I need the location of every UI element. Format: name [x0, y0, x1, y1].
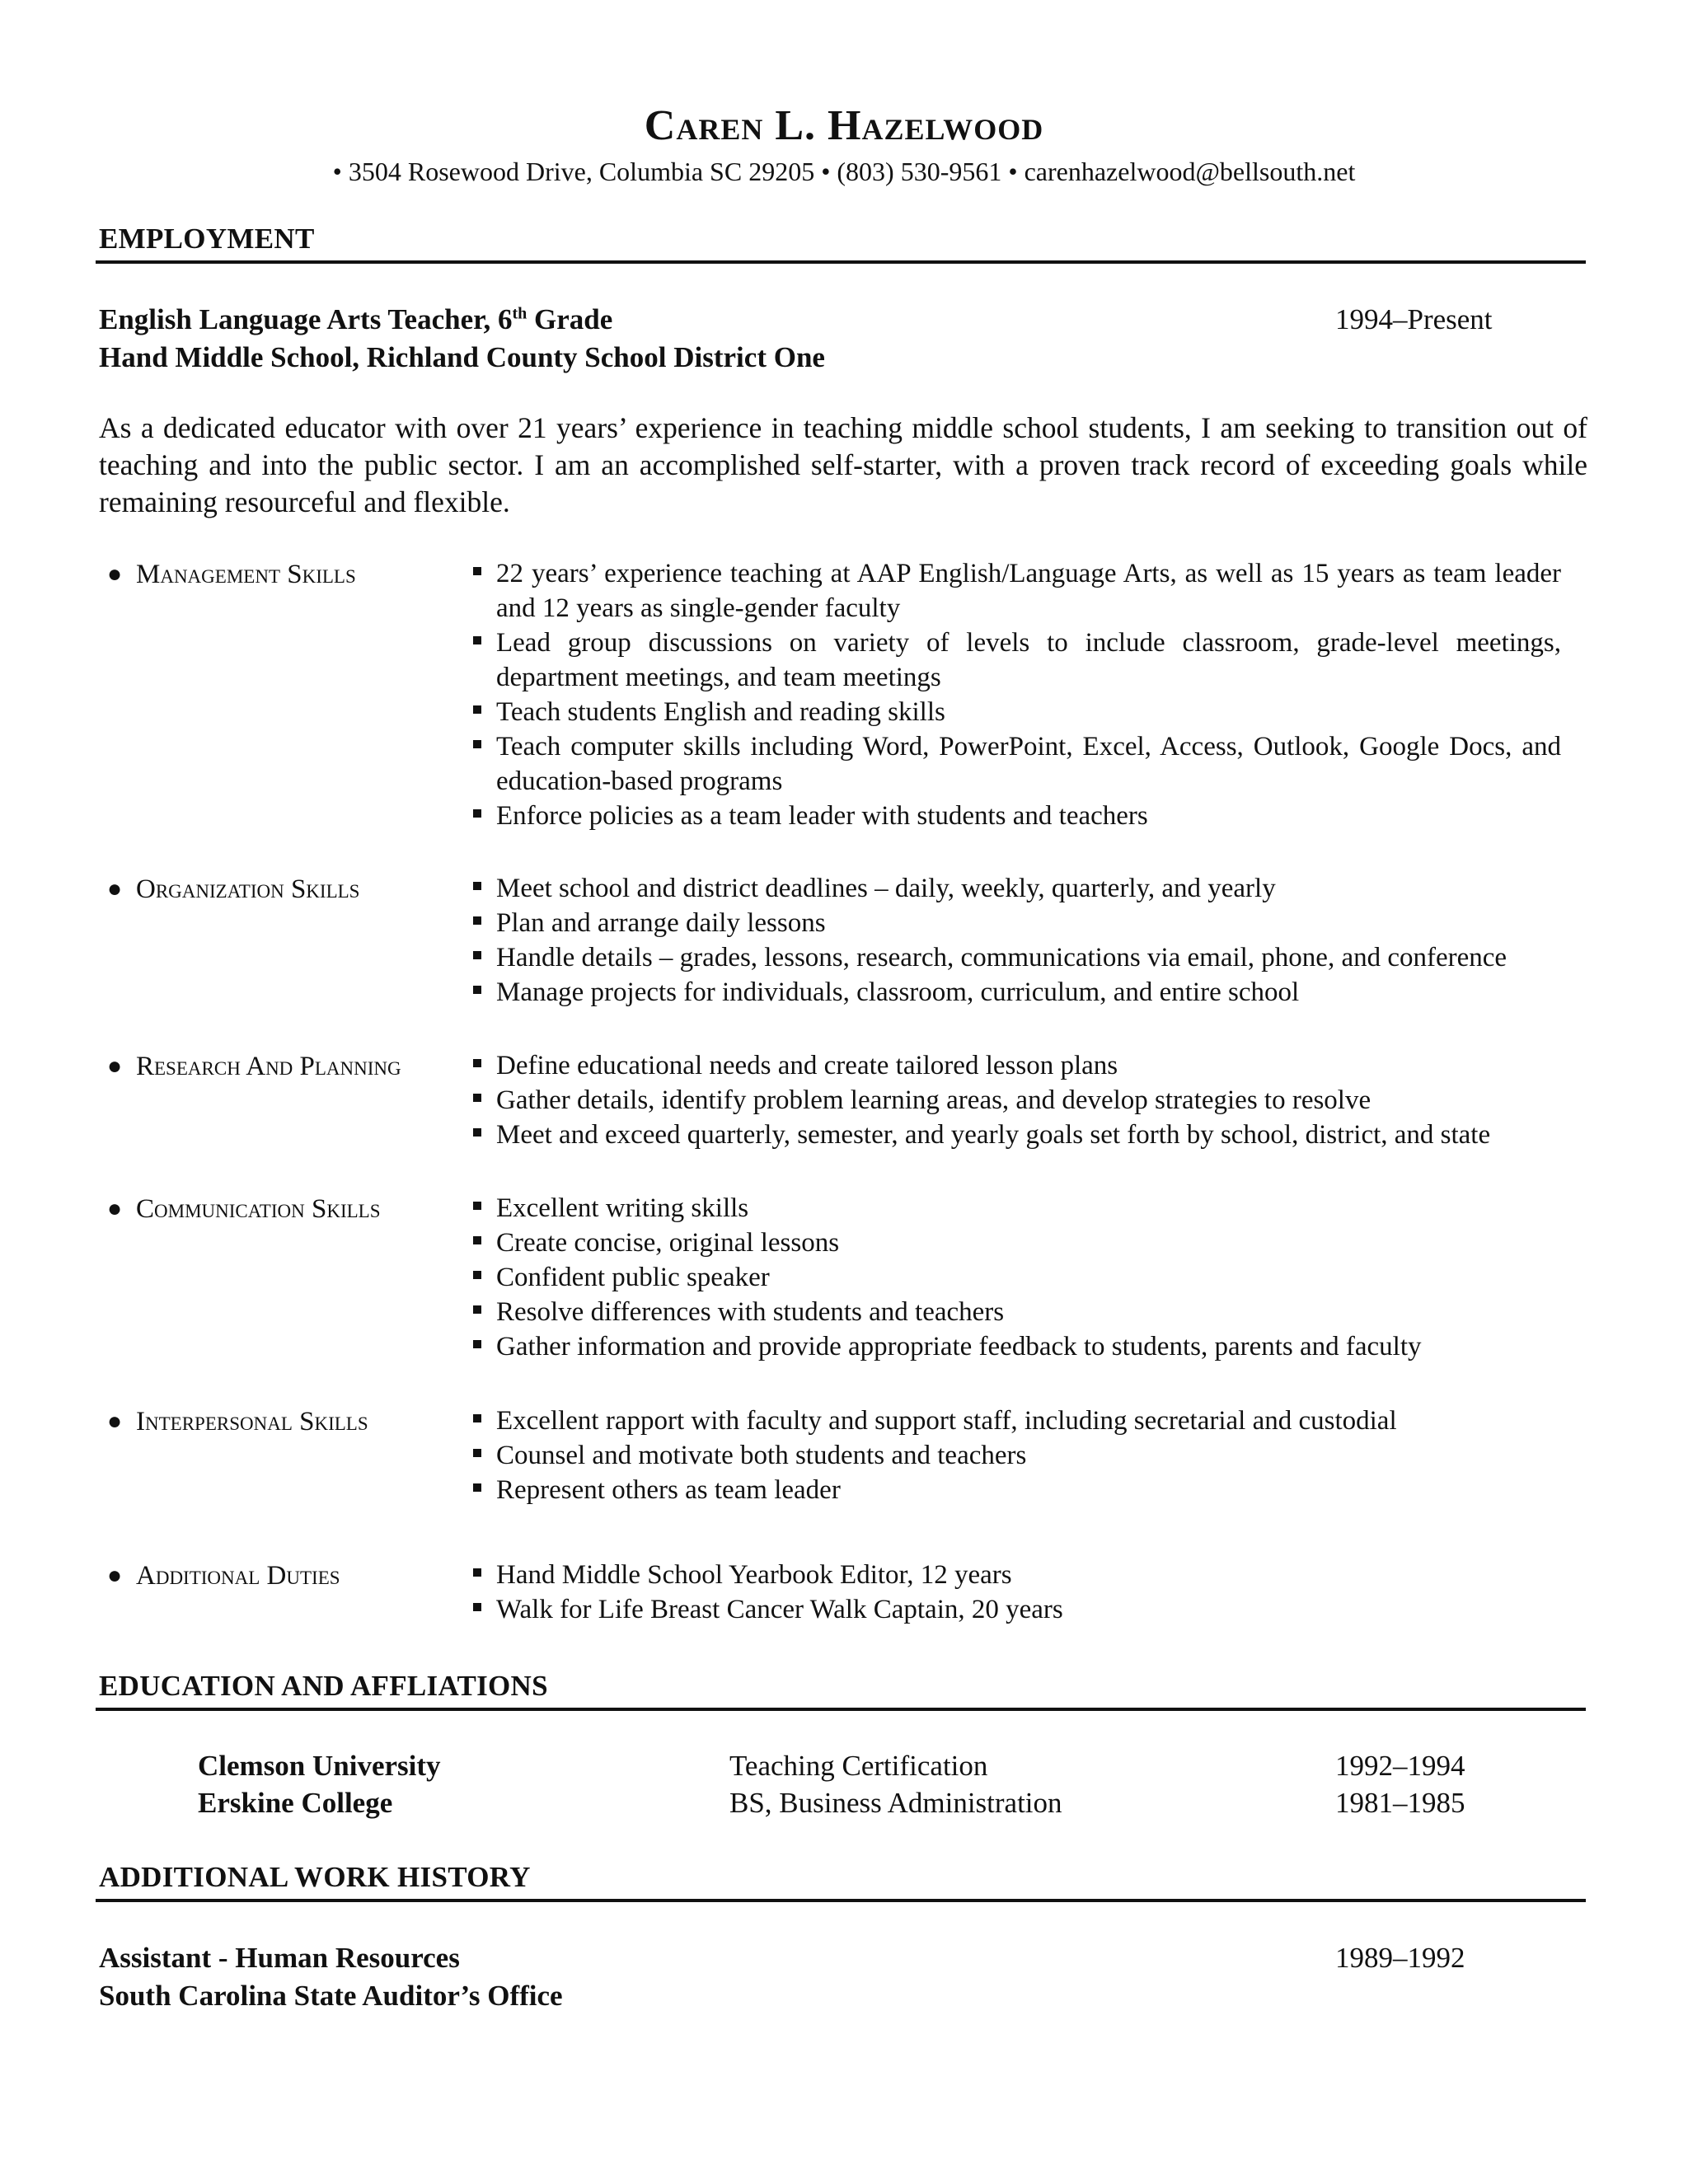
skill-label: ● Communication Skills: [107, 1191, 462, 1227]
resume-name: Caren L. Hazelwood: [644, 102, 1044, 149]
square-bullet-icon: [473, 986, 481, 994]
additional-work-rule: [96, 1899, 1586, 1902]
skill-label: ● Research And Planning: [107, 1048, 462, 1085]
square-bullet-icon: [473, 1236, 481, 1244]
contact-line: • 3504 Rosewood Drive, Columbia SC 29205 • (803) 530-9561 • carenhazelwood@bellsouth.net: [332, 157, 1356, 186]
square-bullet-icon: [473, 1568, 481, 1577]
job-employer: Hand Middle School, Richland County School District One: [99, 341, 825, 373]
additional-job-title: Assistant - Human Resources: [99, 1942, 460, 1974]
square-bullet-icon: [473, 705, 481, 714]
bullet-dot-icon: ●: [107, 1408, 123, 1435]
square-bullet-icon: [473, 1094, 481, 1102]
square-bullet-icon: [473, 1340, 481, 1348]
list-item: Confident public speaker: [471, 1260, 1561, 1295]
list-item: Enforce policies as a team leader with students and teachers: [471, 799, 1561, 833]
list-item: Lead group discussions on variety of levels to include classroom, grade-level meetings, department meetings, and team meetings: [471, 626, 1561, 695]
list-item: Gather information and provide appropriate feedback to students, parents and faculty: [471, 1329, 1561, 1364]
job-title: English Language Arts Teacher, 6th Grade: [99, 303, 613, 335]
square-bullet-icon: [473, 740, 481, 748]
additional-work-heading: ADDITIONAL WORK HISTORY: [99, 1861, 531, 1893]
list-item: Manage projects for individuals, classroom, curriculum, and entire school: [471, 975, 1561, 1010]
education-heading: EDUCATION AND AFFLIATIONS: [99, 1670, 548, 1702]
list-item: 22 years’ experience teaching at AAP English/Language Arts, as well as 15 years as team leader and 12 years as single-gender faculty: [471, 556, 1561, 626]
job-title-superscript: th: [512, 304, 528, 323]
skill-bullet-list: [471, 1558, 1561, 1627]
skill-bullet-list: [471, 1048, 1561, 1152]
list-item: Meet and exceed quarterly, semester, and yearly goals set forth by school, district, and state: [471, 1118, 1561, 1152]
list-item: Teach students English and reading skills: [471, 695, 1561, 729]
square-bullet-icon: [473, 1059, 481, 1067]
square-bullet-icon: [473, 1603, 481, 1611]
bullet-dot-icon: ●: [107, 1052, 123, 1080]
education-degree: Teaching Certification: [729, 1750, 988, 1782]
education-degree: BS, Business Administration: [729, 1787, 1062, 1819]
education-dates: 1981–1985: [1335, 1787, 1465, 1819]
square-bullet-icon: [473, 1128, 481, 1137]
skill-label: ● Organization Skills: [107, 871, 462, 907]
list-item: Plan and arrange daily lessons: [471, 906, 1561, 940]
square-bullet-icon: [473, 882, 481, 890]
list-item: Walk for Life Breast Cancer Walk Captain, 20 years: [471, 1592, 1561, 1627]
bullet-dot-icon: ●: [107, 1195, 123, 1222]
bullet-dot-icon: ●: [107, 560, 123, 588]
square-bullet-icon: [473, 1202, 481, 1210]
square-bullet-icon: [473, 1271, 481, 1279]
list-item: Teach computer skills including Word, PowerPoint, Excel, Access, Outlook, Google Docs, and education-based programs: [471, 729, 1561, 799]
skill-bullet-list: [471, 556, 1561, 833]
education-row: [0, 1784, 1688, 1822]
bullet-dot-icon: ●: [107, 1562, 123, 1589]
education-school: Erskine College: [198, 1787, 393, 1819]
list-item: Excellent writing skills: [471, 1191, 1561, 1226]
list-item: Counsel and motivate both students and teachers: [471, 1438, 1561, 1473]
square-bullet-icon: [473, 809, 481, 818]
skill-bullet-list: [471, 871, 1561, 1010]
skill-label: ● Management Skills: [107, 556, 462, 593]
square-bullet-icon: [473, 567, 481, 575]
summary-paragraph: As a dedicated educator with over 21 years’ experience in teaching middle school students, I am seeking to transition out of teaching and into the public sector. I am an accomplished self-starter, with a proven track record of exceeding goals while remaining resourceful and flexible.: [99, 411, 1587, 518]
skill-bullet-list: [471, 1191, 1561, 1364]
square-bullet-icon: [473, 1305, 481, 1314]
square-bullet-icon: [473, 1483, 481, 1492]
list-item: Excellent rapport with faculty and support staff, including secretarial and custodial: [471, 1404, 1561, 1438]
list-item: Gather details, identify problem learning areas, and develop strategies to resolve: [471, 1083, 1561, 1118]
list-item: Represent others as team leader: [471, 1473, 1561, 1507]
skill-label: ● Interpersonal Skills: [107, 1404, 462, 1440]
square-bullet-icon: [473, 1414, 481, 1422]
list-item: Define educational needs and create tailored lesson plans: [471, 1048, 1561, 1083]
square-bullet-icon: [473, 636, 481, 644]
education-row: [0, 1747, 1688, 1785]
list-item: Create concise, original lessons: [471, 1226, 1561, 1260]
additional-job-dates: 1989–1992: [1335, 1942, 1465, 1974]
list-item: Resolve differences with students and teachers: [471, 1295, 1561, 1329]
education-dates: 1992–1994: [1335, 1750, 1465, 1782]
bullet-dot-icon: ●: [107, 875, 123, 902]
skill-label: ● Additional Duties: [107, 1558, 462, 1594]
list-item: Handle details – grades, lessons, research, communications via email, phone, and conference: [471, 940, 1561, 975]
list-item: Hand Middle School Yearbook Editor, 12 years: [471, 1558, 1561, 1592]
square-bullet-icon: [473, 951, 481, 959]
job-dates: 1994–Present: [1335, 303, 1493, 335]
additional-job-employer: South Carolina State Auditor’s Office: [99, 1980, 563, 2012]
education-rule: [96, 1708, 1586, 1711]
employment-heading: EMPLOYMENT: [99, 223, 315, 255]
skill-bullet-list: [471, 1404, 1561, 1507]
list-item: Meet school and district deadlines – daily, weekly, quarterly, and yearly: [471, 871, 1561, 906]
square-bullet-icon: [473, 916, 481, 925]
employment-rule: [96, 260, 1586, 264]
education-school: Clemson University: [198, 1750, 441, 1782]
square-bullet-icon: [473, 1449, 481, 1457]
